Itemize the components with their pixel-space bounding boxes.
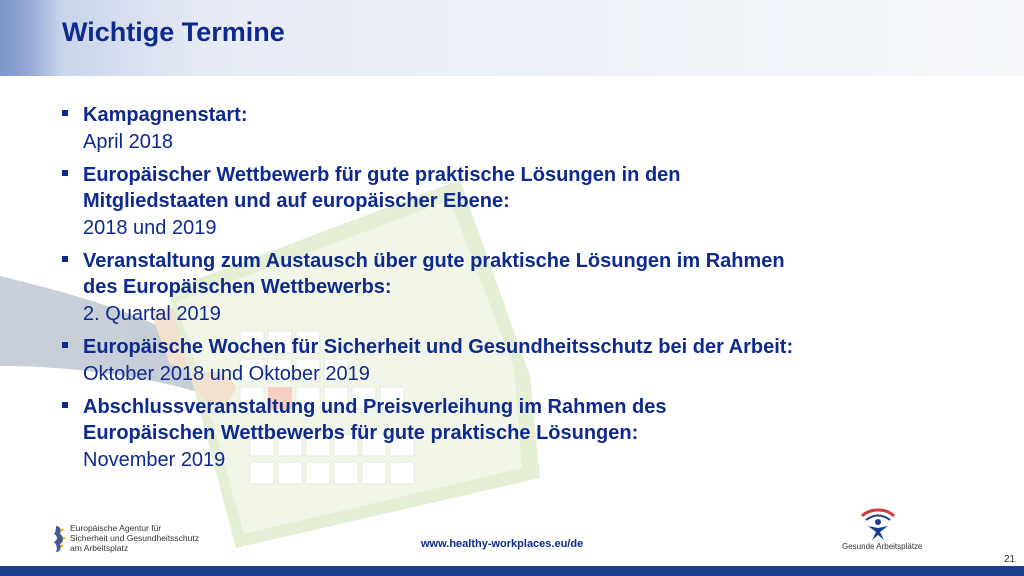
bullet-heading: Kampagnenstart: [83,104,248,126]
bullet-square-icon [62,342,68,348]
bullet-square-icon [62,110,68,116]
footer-url[interactable]: www.healthy-workplaces.eu/de [421,538,584,550]
bullet-item [62,248,942,328]
agency-line: Sicherheit und Gesundheitsschutz [70,533,199,543]
title-band-fade [0,0,60,76]
agency-line: Europäische Agentur für [70,523,162,533]
bullet-item [62,162,942,242]
bullet-heading: des Europäischen Wettbewerbs: [83,276,392,298]
bullet-heading: Veranstaltung zum Austausch über gute praktische Lösungen im Rahmen [83,250,785,272]
page-number: 21 [1004,554,1016,565]
bullet-list [62,102,942,480]
bullet-item [62,394,942,474]
bullet-date: 2018 und 2019 [83,217,217,239]
bullet-heading: Europäischer Wettbewerb für gute praktische Lösungen in den [83,164,681,186]
bullet-item [62,102,942,156]
bullet-square-icon [62,402,68,408]
bullet-heading: Europäischen Wettbewerbs für gute praktische Lösungen: [83,422,639,444]
agency-logo-text [70,523,199,553]
bullet-square-icon [62,256,68,262]
bullet-square-icon [62,170,68,176]
slide-title: Wichtige Termine [62,17,285,47]
bullet-heading: Mitgliedstaaten und auf europäischer Ebene: [83,190,510,212]
bullet-date: April 2018 [83,131,174,153]
footer-bar [0,566,1024,576]
agency-line: am Arbeitsplatz [70,543,129,553]
bullet-item [62,334,942,388]
bullet-heading: Europäische Wochen für Sicherheit und Gesundheitsschutz bei der Arbeit: [83,336,794,358]
bullet-heading: Abschlussveranstaltung und Preisverleihung im Rahmen des [83,396,667,418]
bullet-date: 2. Quartal 2019 [83,303,221,325]
campaign-logo-text: Gesunde Arbeitsplätze [842,542,923,551]
bullet-date: Oktober 2018 und Oktober 2019 [83,363,370,385]
bullet-date: November 2019 [83,449,226,471]
